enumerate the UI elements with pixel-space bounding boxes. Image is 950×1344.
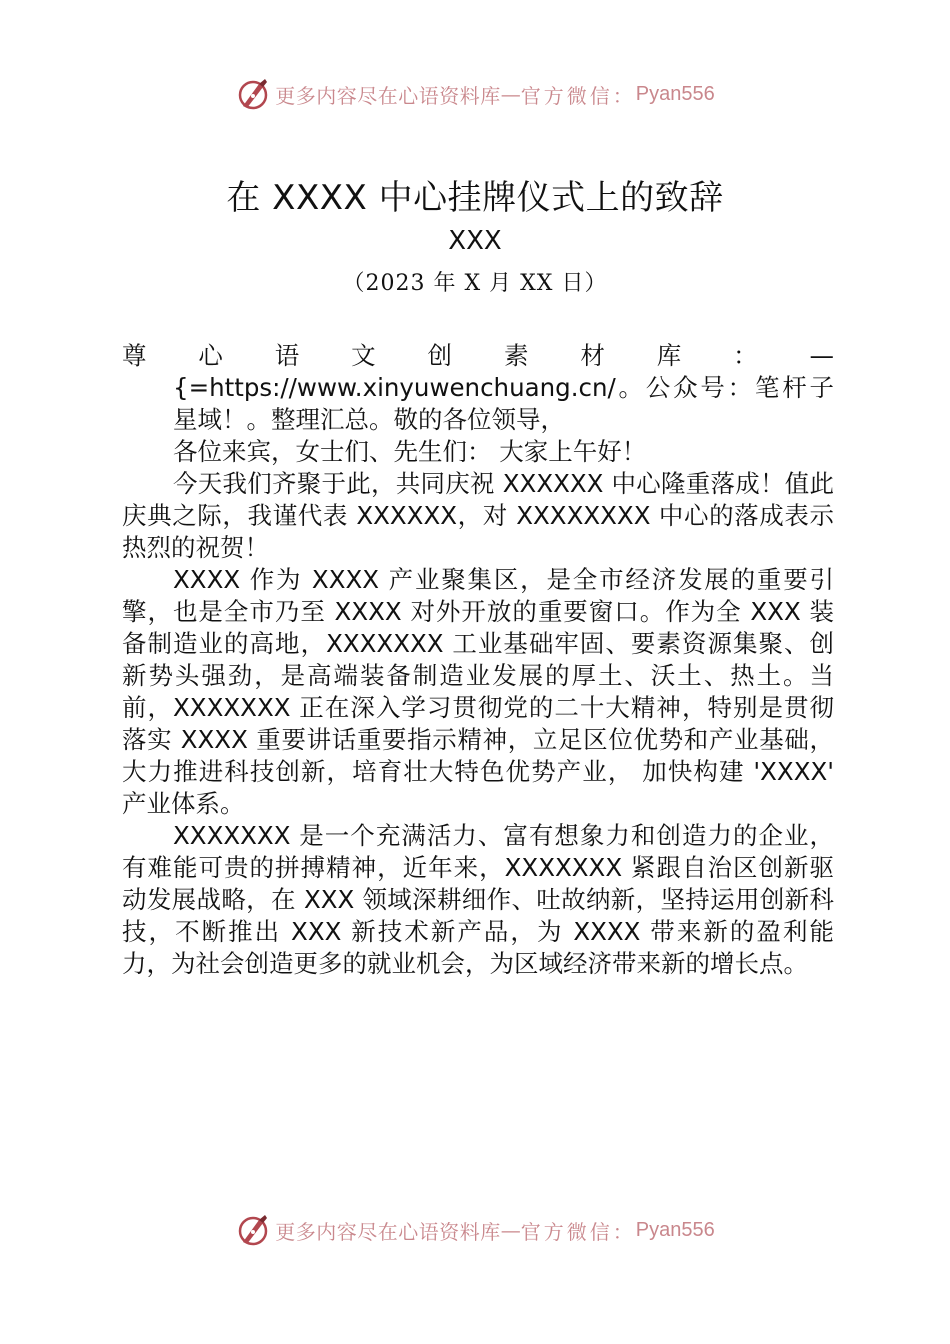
header-watermark	[0, 72, 950, 116]
watermark-separator: —	[500, 1218, 521, 1242]
paragraph: XXXX 作为 XXXX 产业聚集区，是全市经济发展的重要引擎，也是全市乃至 XXXX 对外开放的重要窗口。作为全 XXX 装备制造业的高地，XXXXXXX 工业基础牢固、要素资源集聚、创新势头强劲，是高端装备制造业发展的厚土、沃土、热土。当 前，XXXXXXX 正在深入学习贯彻党的二十大精神，特别是贯彻落实 XXXX 重要讲话重要指示精神，立足区位优势和产业基础，大力推进科技创新，培育壮大特色优势产业， 加快构建 'XXXX' 产业体系。	[122, 565, 834, 818]
pen-logo-icon	[235, 76, 271, 112]
document-title: 在 XXXX 中心挂牌仪式上的致辞	[226, 178, 724, 218]
watermark-wechat-label: 官方微信：	[520, 83, 636, 108]
paragraph: XXXXXXX 是一个充满活力、富有想象力和创造力的企业，有难能可贵的拼搏精神，近年来，XXXXXXX 紧跟自治区创新驱动发展战略，在 XXX 领域深耕细作、吐故纳新，坚持运用创新科技，不断推出 XXX 新技术新产品，为 XXXX 带来新的盈利能力，为社会创造更多的就业机会，为区域经济带来新的增长点。	[122, 821, 834, 978]
watermark-wechat-label: 官方微信：	[520, 1219, 636, 1244]
document-author: XXX	[448, 226, 502, 256]
document-date: （2023 年 X 月 XX 日）	[342, 271, 608, 296]
pen-logo-icon	[235, 1212, 271, 1248]
paragraph: 今天我们齐聚于此，共同庆祝 XXXXXX 中心隆重落成！值此庆典之际，我谨代表 XXXXXX，对 XXXXXXXX 中心的落成表示热烈的祝贺！	[122, 469, 834, 562]
watermark-text: 更多内容尽在心语资料库	[275, 83, 501, 108]
watermark-text: 更多内容尽在心语资料库	[275, 1219, 501, 1244]
watermark-separator: —	[500, 82, 521, 106]
paragraph: 各位来宾，女士们、先生们： 大家上午好！	[173, 437, 647, 466]
document-body	[122, 340, 834, 980]
footer-watermark	[0, 1208, 950, 1252]
watermark-wechat-id: Pyan556	[635, 1218, 715, 1241]
paragraph: 尊心语文创素材库：—{=https://www.xinyuwenchuang.cn/。公众号：笔杆子星域！。整理汇总。敬的各位领导，	[122, 341, 834, 434]
watermark-wechat-id: Pyan556	[635, 82, 715, 105]
